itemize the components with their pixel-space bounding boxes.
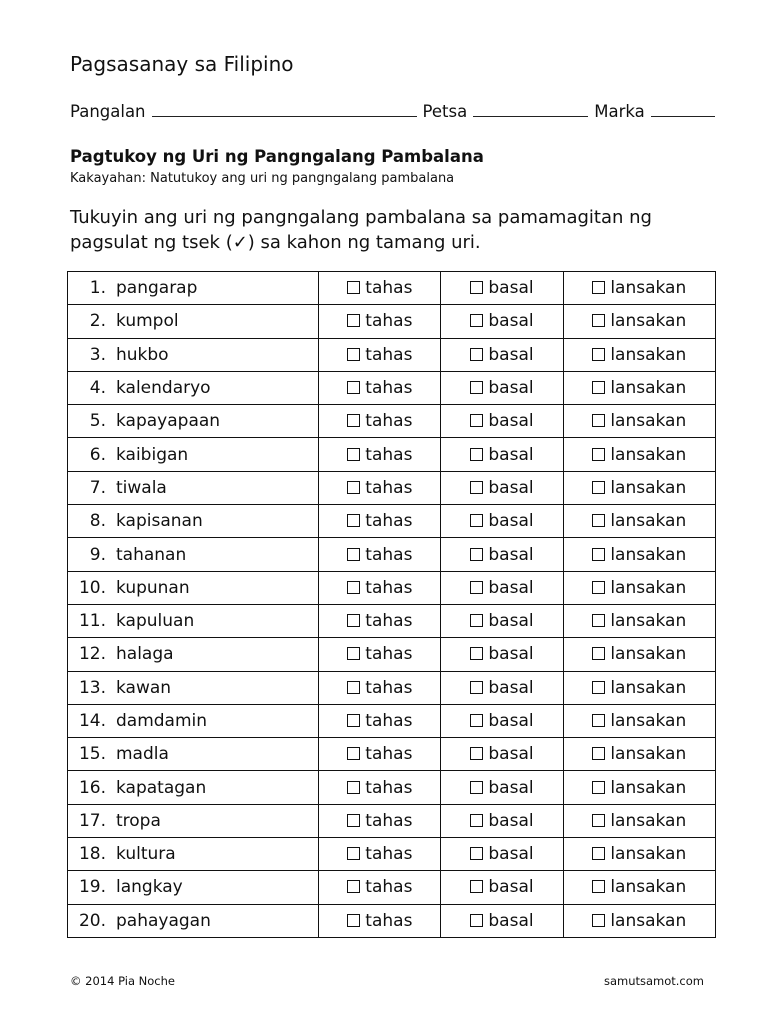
checkbox-icon[interactable] bbox=[470, 647, 483, 660]
option-label: lansakan bbox=[610, 644, 687, 665]
option-label: tahas bbox=[365, 744, 413, 765]
option-label: basal bbox=[488, 810, 534, 831]
option-label: basal bbox=[488, 411, 534, 432]
option-label: lansakan bbox=[610, 844, 687, 865]
option-label: basal bbox=[488, 611, 534, 632]
checkbox-icon[interactable] bbox=[347, 714, 360, 727]
score-blank[interactable] bbox=[651, 102, 715, 117]
item-cell bbox=[68, 604, 319, 637]
checkbox-icon[interactable] bbox=[470, 747, 483, 760]
option-label: tahas bbox=[365, 810, 413, 831]
option-label: tahas bbox=[365, 877, 413, 898]
item-number: 16. bbox=[78, 777, 106, 798]
table-row bbox=[68, 405, 716, 438]
option-label: tahas bbox=[365, 544, 413, 565]
item-cell bbox=[68, 671, 319, 704]
option-tahas[interactable] bbox=[319, 505, 441, 538]
option-label: lansakan bbox=[610, 378, 687, 399]
item-number: 20. bbox=[78, 910, 106, 931]
checkbox-icon[interactable] bbox=[470, 614, 483, 627]
checkbox-icon[interactable] bbox=[470, 781, 483, 794]
checkbox-icon[interactable] bbox=[347, 647, 360, 660]
item-number: 8. bbox=[89, 511, 106, 532]
option-tahas[interactable] bbox=[319, 638, 441, 671]
option-label: tahas bbox=[365, 278, 413, 299]
item-word: pangarap bbox=[116, 278, 198, 299]
option-tahas[interactable] bbox=[319, 371, 441, 404]
item-word: madla bbox=[116, 744, 169, 765]
item-word: langkay bbox=[116, 877, 183, 898]
option-lansakan[interactable] bbox=[563, 471, 715, 504]
checkbox-icon[interactable] bbox=[470, 880, 483, 893]
checkbox-icon[interactable] bbox=[347, 281, 360, 294]
item-cell bbox=[68, 871, 319, 904]
table-row bbox=[68, 838, 716, 871]
checkbox-icon[interactable] bbox=[347, 581, 360, 594]
option-label: basal bbox=[488, 577, 534, 598]
checkbox-icon[interactable] bbox=[347, 781, 360, 794]
option-tahas[interactable] bbox=[319, 738, 441, 771]
checkbox-icon[interactable] bbox=[592, 581, 605, 594]
item-word: kawan bbox=[116, 677, 172, 698]
option-label: basal bbox=[488, 444, 534, 465]
option-basal[interactable] bbox=[441, 904, 563, 937]
table-row bbox=[68, 671, 716, 704]
table-row bbox=[68, 704, 716, 737]
option-tahas[interactable] bbox=[319, 305, 441, 338]
date-blank[interactable] bbox=[473, 102, 588, 117]
item-cell bbox=[68, 438, 319, 471]
table-row bbox=[68, 471, 716, 504]
option-tahas[interactable] bbox=[319, 471, 441, 504]
item-word: halaga bbox=[116, 644, 174, 665]
option-label: lansakan bbox=[610, 477, 687, 498]
option-lansakan[interactable] bbox=[563, 272, 715, 305]
option-label: lansakan bbox=[610, 444, 687, 465]
checkbox-icon[interactable] bbox=[347, 381, 360, 394]
checkbox-icon[interactable] bbox=[592, 281, 605, 294]
option-label: basal bbox=[488, 344, 534, 365]
option-lansakan[interactable] bbox=[563, 838, 715, 871]
option-basal[interactable] bbox=[441, 505, 563, 538]
table-row bbox=[68, 505, 716, 538]
table-row bbox=[68, 804, 716, 837]
checkbox-icon[interactable] bbox=[592, 681, 605, 694]
option-basal[interactable] bbox=[441, 704, 563, 737]
item-cell bbox=[68, 838, 319, 871]
checkbox-icon[interactable] bbox=[470, 714, 483, 727]
option-label: tahas bbox=[365, 577, 413, 598]
option-label: basal bbox=[488, 477, 534, 498]
option-label: basal bbox=[488, 744, 534, 765]
checkbox-icon[interactable] bbox=[347, 847, 360, 860]
item-cell bbox=[68, 505, 319, 538]
option-lansakan[interactable] bbox=[563, 338, 715, 371]
option-basal[interactable] bbox=[441, 371, 563, 404]
option-label: basal bbox=[488, 844, 534, 865]
item-number: 18. bbox=[78, 844, 106, 865]
lesson-title: Pagtukoy ng Uri ng Pangngalang Pambalana bbox=[70, 147, 484, 166]
checkbox-icon[interactable] bbox=[592, 747, 605, 760]
option-lansakan[interactable] bbox=[563, 871, 715, 904]
option-label: tahas bbox=[365, 677, 413, 698]
option-label: lansakan bbox=[610, 577, 687, 598]
item-number: 6. bbox=[89, 444, 106, 465]
checkbox-icon[interactable] bbox=[470, 281, 483, 294]
option-label: tahas bbox=[365, 711, 413, 731]
name-label: Pangalan bbox=[70, 102, 146, 121]
option-basal[interactable] bbox=[441, 804, 563, 837]
table-row bbox=[68, 305, 716, 338]
table-row bbox=[68, 604, 716, 637]
checkbox-icon[interactable] bbox=[470, 481, 483, 494]
option-lansakan[interactable] bbox=[563, 804, 715, 837]
item-word: kapayapaan bbox=[116, 411, 221, 432]
item-word: tropa bbox=[116, 810, 161, 831]
option-basal[interactable] bbox=[441, 438, 563, 471]
item-number: 1. bbox=[89, 278, 106, 299]
option-label: lansakan bbox=[610, 810, 687, 831]
checkbox-icon[interactable] bbox=[347, 614, 360, 627]
option-label: tahas bbox=[365, 444, 413, 465]
instructions: Tukuyin ang uri ng pangngalang pambalana sa pamamagitan ng pagsulat ng tsek (✓) sa kahon ng tamang uri. bbox=[70, 207, 652, 253]
item-word: tahanan bbox=[116, 544, 187, 565]
option-basal[interactable] bbox=[441, 338, 563, 371]
checkbox-icon[interactable] bbox=[592, 314, 605, 327]
item-number: 3. bbox=[89, 344, 106, 365]
option-lansakan[interactable] bbox=[563, 538, 715, 571]
item-cell bbox=[68, 738, 319, 771]
option-label: basal bbox=[488, 311, 534, 332]
option-basal[interactable] bbox=[441, 771, 563, 804]
item-word: kapatagan bbox=[116, 777, 207, 798]
worksheet-title: Pagsasanay sa Filipino bbox=[70, 52, 294, 76]
checkbox-icon[interactable] bbox=[347, 514, 360, 527]
checkbox-icon[interactable] bbox=[592, 814, 605, 827]
option-label: lansakan bbox=[610, 411, 687, 432]
checkbox-icon[interactable] bbox=[592, 880, 605, 893]
option-basal[interactable] bbox=[441, 538, 563, 571]
option-label: basal bbox=[488, 777, 534, 798]
option-tahas[interactable] bbox=[319, 571, 441, 604]
option-label: lansakan bbox=[610, 711, 687, 731]
item-number: 19. bbox=[78, 877, 106, 898]
item-cell bbox=[68, 538, 319, 571]
checkbox-icon[interactable] bbox=[470, 314, 483, 327]
checkbox-icon[interactable] bbox=[347, 414, 360, 427]
checkbox-icon[interactable] bbox=[470, 581, 483, 594]
item-word: damdamin bbox=[116, 711, 208, 731]
checkbox-icon[interactable] bbox=[592, 348, 605, 361]
item-number: 2. bbox=[89, 311, 106, 332]
checkbox-icon[interactable] bbox=[592, 847, 605, 860]
option-label: basal bbox=[488, 877, 534, 898]
checkbox-icon[interactable] bbox=[470, 381, 483, 394]
checkbox-icon[interactable] bbox=[592, 514, 605, 527]
option-tahas[interactable] bbox=[319, 704, 441, 737]
item-number: 10. bbox=[78, 577, 106, 598]
checkbox-icon[interactable] bbox=[347, 348, 360, 361]
item-number: 17. bbox=[78, 810, 106, 831]
checkbox-icon[interactable] bbox=[347, 314, 360, 327]
option-label: lansakan bbox=[610, 311, 687, 332]
item-number: 4. bbox=[89, 378, 106, 399]
checkbox-icon[interactable] bbox=[470, 681, 483, 694]
option-tahas[interactable] bbox=[319, 671, 441, 704]
item-cell bbox=[68, 471, 319, 504]
option-basal[interactable] bbox=[441, 272, 563, 305]
option-label: tahas bbox=[365, 344, 413, 365]
option-tahas[interactable] bbox=[319, 604, 441, 637]
item-number: 14. bbox=[78, 711, 106, 731]
option-label: lansakan bbox=[610, 344, 687, 365]
checkbox-icon[interactable] bbox=[347, 548, 360, 561]
option-label: tahas bbox=[365, 511, 413, 532]
option-label: tahas bbox=[365, 477, 413, 498]
option-lansakan[interactable] bbox=[563, 371, 715, 404]
table-row bbox=[68, 371, 716, 404]
item-number: 15. bbox=[78, 744, 106, 765]
option-tahas[interactable] bbox=[319, 338, 441, 371]
option-lansakan[interactable] bbox=[563, 671, 715, 704]
item-number: 13. bbox=[78, 677, 106, 698]
item-word: kumpol bbox=[116, 311, 179, 332]
table-row bbox=[68, 338, 716, 371]
option-basal[interactable] bbox=[441, 471, 563, 504]
checkbox-icon[interactable] bbox=[347, 880, 360, 893]
option-lansakan[interactable] bbox=[563, 604, 715, 637]
option-tahas[interactable] bbox=[319, 405, 441, 438]
option-lansakan[interactable] bbox=[563, 771, 715, 804]
checkbox-icon[interactable] bbox=[347, 448, 360, 461]
option-label: lansakan bbox=[610, 777, 687, 798]
checkbox-icon[interactable] bbox=[470, 448, 483, 461]
option-lansakan[interactable] bbox=[563, 505, 715, 538]
item-number: 11. bbox=[78, 611, 106, 632]
item-number: 7. bbox=[89, 477, 106, 498]
score-label: Marka bbox=[594, 102, 645, 121]
option-label: tahas bbox=[365, 777, 413, 798]
skill-statement: Kakayahan: Natutukoy ang uri ng pangngalang pambalana bbox=[70, 171, 455, 186]
checkbox-icon[interactable] bbox=[347, 481, 360, 494]
item-cell bbox=[68, 371, 319, 404]
item-cell bbox=[68, 638, 319, 671]
checkbox-icon[interactable] bbox=[592, 781, 605, 794]
checkbox-icon[interactable] bbox=[347, 747, 360, 760]
item-word: kalendaryo bbox=[116, 378, 211, 399]
items-table bbox=[67, 271, 716, 938]
option-label: lansakan bbox=[610, 677, 687, 698]
option-basal[interactable] bbox=[441, 604, 563, 637]
option-lansakan[interactable] bbox=[563, 305, 715, 338]
item-cell bbox=[68, 338, 319, 371]
option-lansakan[interactable] bbox=[563, 571, 715, 604]
item-word: hukbo bbox=[116, 344, 169, 365]
option-basal[interactable] bbox=[441, 571, 563, 604]
date-label: Petsa bbox=[422, 102, 468, 121]
option-lansakan[interactable] bbox=[563, 638, 715, 671]
option-tahas[interactable] bbox=[319, 838, 441, 871]
student-info-line bbox=[70, 102, 716, 126]
checkbox-icon[interactable] bbox=[592, 448, 605, 461]
item-cell bbox=[68, 405, 319, 438]
option-basal[interactable] bbox=[441, 305, 563, 338]
checkbox-icon[interactable] bbox=[592, 714, 605, 727]
option-label: basal bbox=[488, 711, 534, 731]
item-cell bbox=[68, 904, 319, 937]
option-lansakan[interactable] bbox=[563, 704, 715, 737]
checkbox-icon[interactable] bbox=[347, 681, 360, 694]
copyright: © 2014 Pia Noche bbox=[70, 974, 175, 988]
checkbox-icon[interactable] bbox=[470, 847, 483, 860]
item-word: kaibigan bbox=[116, 444, 189, 465]
checkbox-icon[interactable] bbox=[592, 381, 605, 394]
option-basal[interactable] bbox=[441, 638, 563, 671]
option-label: lansakan bbox=[610, 910, 687, 931]
item-word: kapuluan bbox=[116, 611, 195, 632]
table-row bbox=[68, 904, 716, 937]
option-label: lansakan bbox=[610, 278, 687, 299]
item-number: 5. bbox=[89, 411, 106, 432]
option-tahas[interactable] bbox=[319, 538, 441, 571]
checkbox-icon[interactable] bbox=[347, 814, 360, 827]
option-lansakan[interactable] bbox=[563, 438, 715, 471]
checkbox-icon[interactable] bbox=[470, 914, 483, 927]
option-basal[interactable] bbox=[441, 671, 563, 704]
table-row bbox=[68, 638, 716, 671]
option-tahas[interactable] bbox=[319, 804, 441, 837]
table-row bbox=[68, 771, 716, 804]
option-label: basal bbox=[488, 278, 534, 299]
item-cell bbox=[68, 272, 319, 305]
option-label: tahas bbox=[365, 910, 413, 931]
checkbox-icon[interactable] bbox=[470, 514, 483, 527]
option-lansakan[interactable] bbox=[563, 738, 715, 771]
checkbox-icon[interactable] bbox=[592, 481, 605, 494]
item-cell bbox=[68, 704, 319, 737]
item-number: 12. bbox=[78, 644, 106, 665]
table-row bbox=[68, 272, 716, 305]
item-word: tiwala bbox=[116, 477, 167, 498]
checkbox-icon[interactable] bbox=[470, 814, 483, 827]
option-label: basal bbox=[488, 677, 534, 698]
option-label: tahas bbox=[365, 311, 413, 332]
checkbox-icon[interactable] bbox=[470, 548, 483, 561]
checkbox-icon[interactable] bbox=[347, 914, 360, 927]
option-basal[interactable] bbox=[441, 738, 563, 771]
option-label: lansakan bbox=[610, 544, 687, 565]
option-basal[interactable] bbox=[441, 838, 563, 871]
table-row bbox=[68, 871, 716, 904]
option-label: tahas bbox=[365, 611, 413, 632]
item-cell bbox=[68, 804, 319, 837]
checkbox-icon[interactable] bbox=[592, 614, 605, 627]
checkbox-icon[interactable] bbox=[592, 548, 605, 561]
option-label: tahas bbox=[365, 644, 413, 665]
item-word: kupunan bbox=[116, 577, 190, 598]
item-number: 9. bbox=[89, 544, 106, 565]
option-lansakan[interactable] bbox=[563, 405, 715, 438]
option-lansakan[interactable] bbox=[563, 904, 715, 937]
item-word: kultura bbox=[116, 844, 176, 865]
checkbox-icon[interactable] bbox=[470, 348, 483, 361]
option-label: tahas bbox=[365, 411, 413, 432]
checkbox-icon[interactable] bbox=[470, 414, 483, 427]
item-cell bbox=[68, 771, 319, 804]
option-label: lansakan bbox=[610, 511, 687, 532]
option-tahas[interactable] bbox=[319, 438, 441, 471]
option-label: basal bbox=[488, 511, 534, 532]
option-label: basal bbox=[488, 910, 534, 931]
item-word: pahayagan bbox=[116, 910, 211, 931]
option-label: tahas bbox=[365, 378, 413, 399]
site-url: samutsamot.com bbox=[603, 974, 704, 988]
table-row bbox=[68, 538, 716, 571]
checkbox-icon[interactable] bbox=[592, 647, 605, 660]
option-label: lansakan bbox=[610, 877, 687, 898]
checkbox-icon[interactable] bbox=[592, 414, 605, 427]
option-basal[interactable] bbox=[441, 871, 563, 904]
table-row bbox=[68, 438, 716, 471]
option-tahas[interactable] bbox=[319, 871, 441, 904]
option-basal[interactable] bbox=[441, 405, 563, 438]
option-tahas[interactable] bbox=[319, 771, 441, 804]
option-label: lansakan bbox=[610, 611, 687, 632]
table-row bbox=[68, 738, 716, 771]
item-word: kapisanan bbox=[116, 511, 203, 532]
option-label: basal bbox=[488, 644, 534, 665]
option-label: tahas bbox=[365, 844, 413, 865]
option-label: basal bbox=[488, 544, 534, 565]
item-cell bbox=[68, 571, 319, 604]
checkbox-icon[interactable] bbox=[592, 914, 605, 927]
option-tahas[interactable] bbox=[319, 904, 441, 937]
table-row bbox=[68, 571, 716, 604]
option-label: lansakan bbox=[610, 744, 687, 765]
name-blank[interactable] bbox=[152, 102, 417, 117]
item-cell bbox=[68, 305, 319, 338]
option-tahas[interactable] bbox=[319, 272, 441, 305]
option-label: basal bbox=[488, 378, 534, 399]
